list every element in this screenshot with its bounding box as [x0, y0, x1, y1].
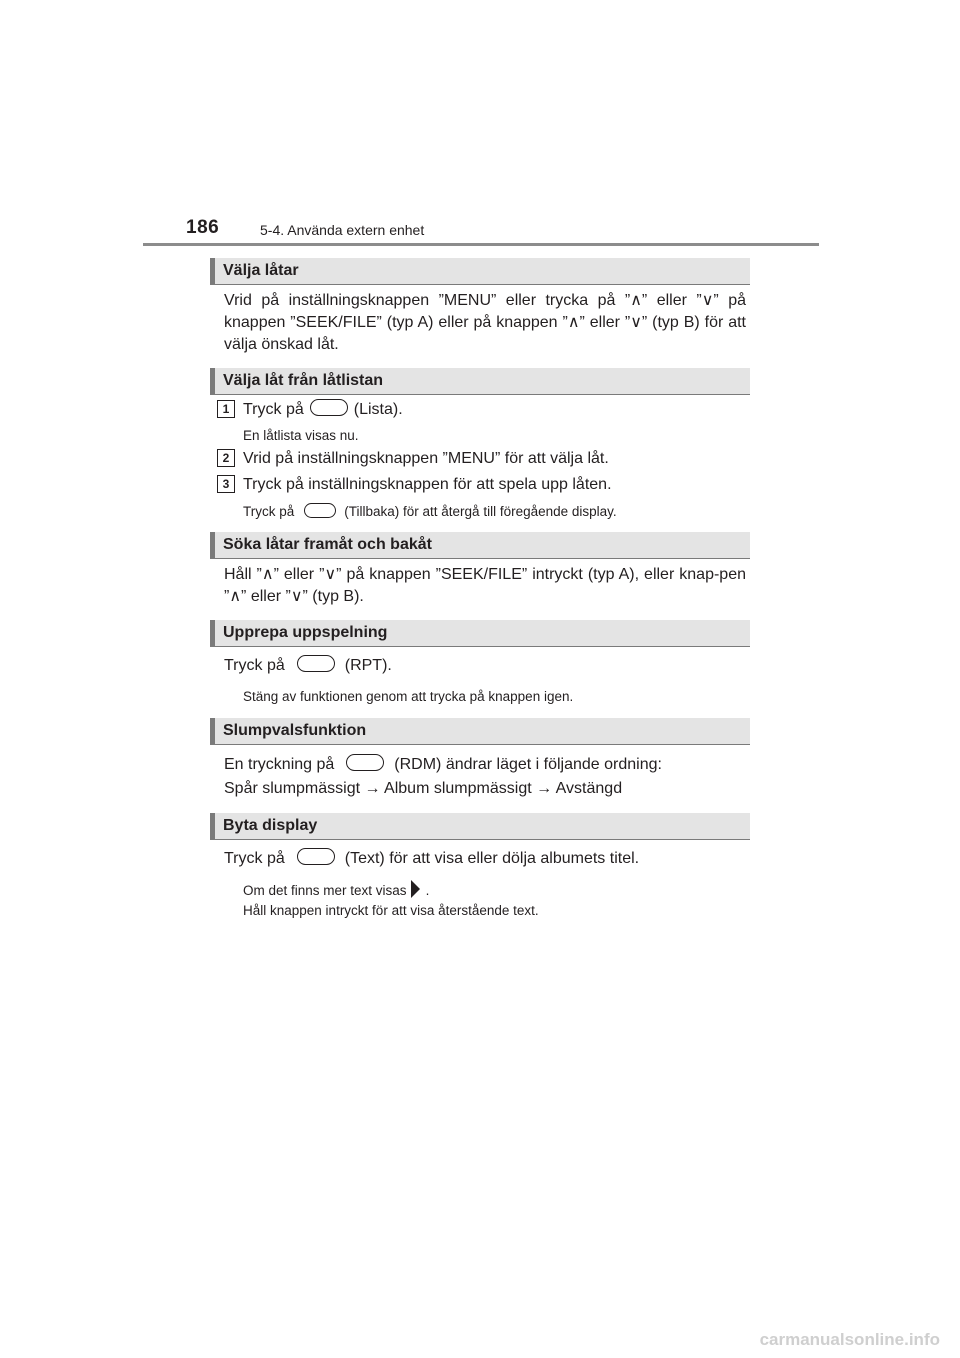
page-number: 186 [186, 217, 220, 238]
upprepa-after: (RPT). [344, 657, 392, 674]
lista-button-icon [310, 399, 348, 416]
paragraph-valja-latar: Vrid på inställningsknappen ”MENU” eller trycka på ”∧” eller ”∨” på knappen ”SEEK/FILE” (typ A) eller på knappen ”∧” eller ”∨” (typ B) för att välja önskad låt. [224, 292, 746, 353]
upprepa-before: Tryck på [224, 657, 285, 674]
tillbaka-button-icon [304, 503, 336, 518]
section-title: Välja låt från låtlistan [223, 372, 384, 389]
slumpval-after: (RDM) ändrar läget i följande ordning: [394, 756, 662, 773]
section-title: Välja låtar [223, 262, 299, 279]
paragraph-slumpval [224, 754, 746, 776]
paragraph-soka: Håll ”∧” eller ”∨” på knappen ”SEEK/FILE” intryckt (typ A), eller knap-pen ”∧” eller ”∨” (typ B). [224, 566, 746, 605]
section-header-valja-latar [210, 258, 750, 285]
slumpval-order: Spår slumpmässigt → Album slumpmässigt → Avstängd [224, 780, 623, 797]
step-3-note [243, 503, 743, 521]
step-3-note-after: (Tillbaka) för att återgå till föregående display. [344, 504, 617, 519]
chapter-title: 5-4. Använda extern enhet [260, 222, 425, 238]
step-number-2: 2 [217, 449, 235, 467]
step-number-1: 1 [217, 400, 235, 418]
step-1-note: En låtlista visas nu. [243, 428, 359, 443]
step-2-text: Vrid på inställningsknappen ”MENU” för att välja låt. [243, 450, 609, 467]
section-header-soka [210, 532, 750, 559]
section-title: Byta display [223, 817, 318, 834]
step-1-before: Tryck på [243, 401, 304, 418]
byta-note-1 [243, 882, 429, 900]
section-header-byta [210, 813, 750, 840]
rpt-button-icon [297, 655, 335, 672]
byta-after: (Text) för att visa eller dölja albumets titel. [344, 850, 640, 867]
byta-note-1-after: . [425, 883, 430, 898]
section-header-slumpval [210, 718, 750, 745]
more-text-arrow-icon [411, 880, 420, 898]
byta-note-2: Håll knappen intryckt för att visa återstående text. [243, 903, 539, 918]
section-title: Söka låtar framåt och bakåt [223, 536, 432, 553]
slumpval-before: En tryckning på [224, 756, 335, 773]
paragraph-upprepa [224, 655, 746, 677]
step-3-note-before: Tryck på [243, 504, 295, 519]
text-button-icon [297, 848, 335, 865]
step-number-3: 3 [217, 475, 235, 493]
step-1-after: (Lista). [353, 401, 403, 418]
section-title: Upprepa uppspelning [223, 624, 388, 641]
byta-note-1-before: Om det finns mer text visas [243, 883, 407, 898]
paragraph-byta [224, 848, 746, 870]
watermark: carmanualsonline.info [759, 1330, 940, 1349]
rdm-button-icon [346, 754, 384, 771]
byta-before: Tryck på [224, 850, 285, 867]
step-3-text: Tryck på inställningsknappen för att spela upp låten. [243, 476, 612, 493]
header-divider [143, 243, 819, 246]
section-header-latlistan [210, 368, 750, 395]
section-header-upprepa [210, 620, 750, 647]
step-1-text [243, 399, 743, 421]
section-title: Slumpvalsfunktion [223, 722, 367, 739]
upprepa-note: Stäng av funktionen genom att trycka på knappen igen. [243, 689, 574, 704]
